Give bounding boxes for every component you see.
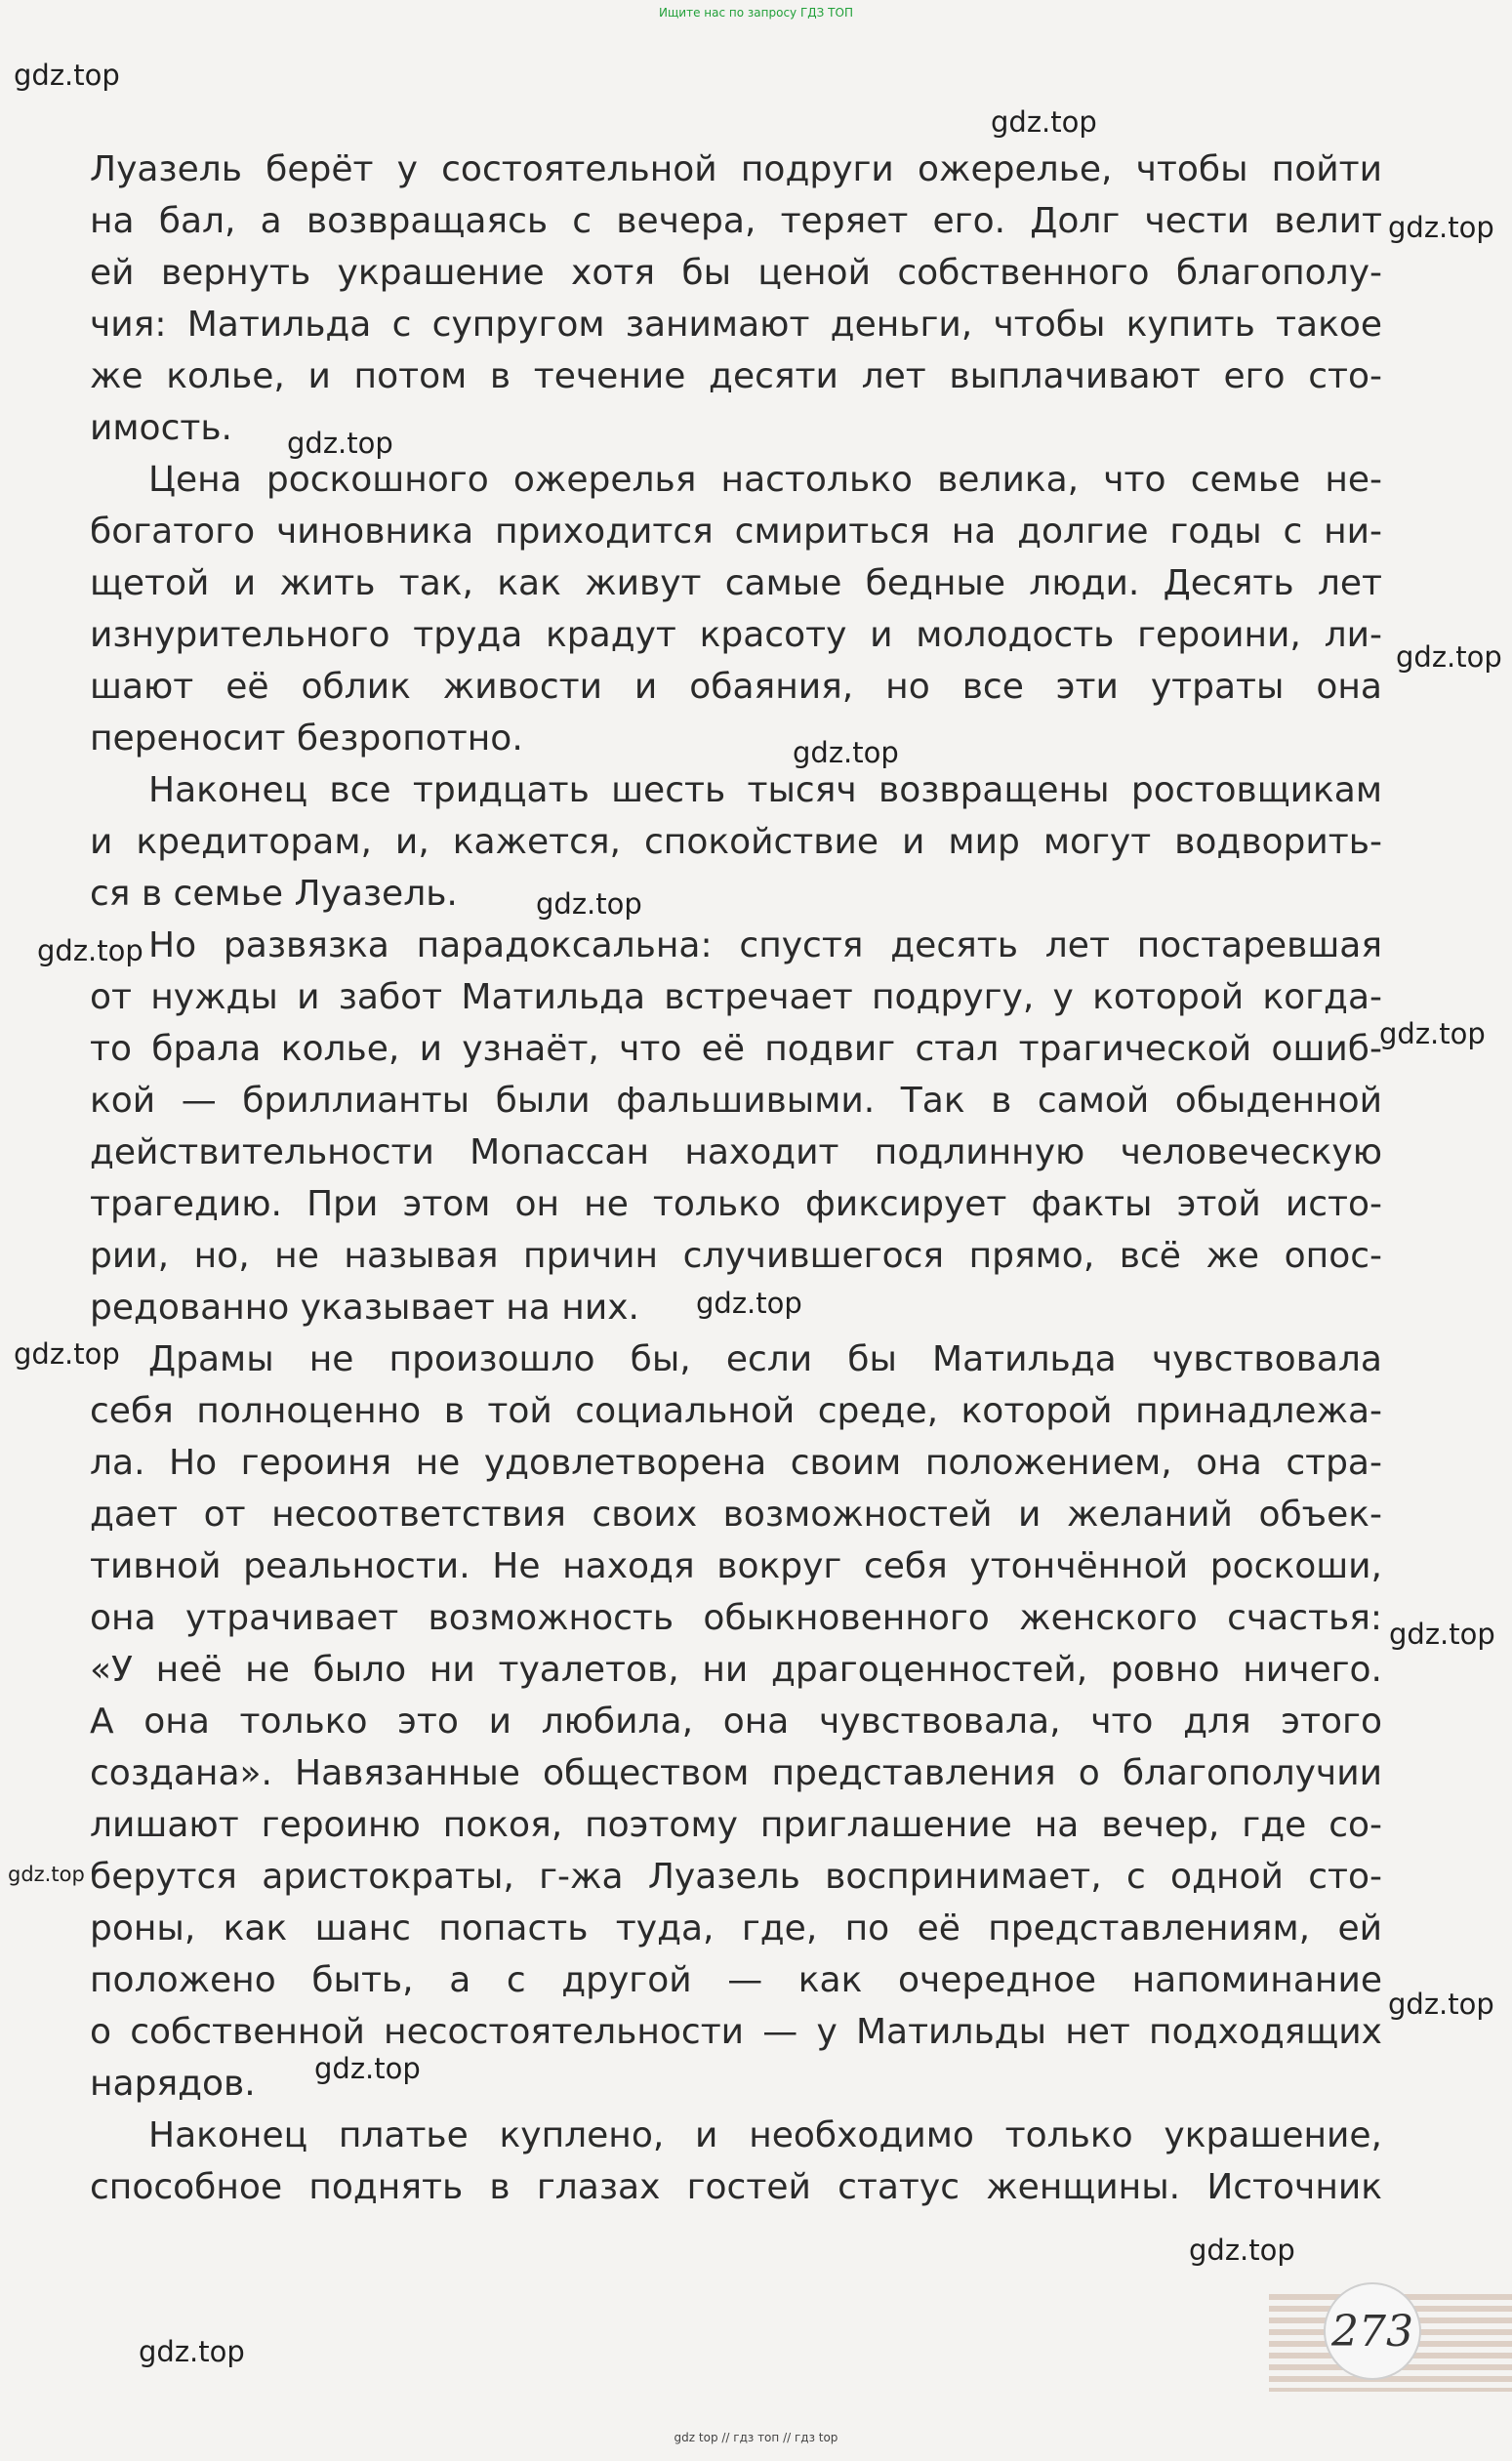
watermark: gdz.top: [1388, 1988, 1494, 2021]
header-note: Ищите нас по запросу ГДЗ ТОП: [659, 6, 853, 20]
text-line: создана». Навязанные обществом представления о благополучии: [90, 1753, 1382, 1793]
text-line: чия: Матильда с супругом занимают деньги, чтобы купить такое: [90, 305, 1382, 345]
text-line: Луазель берёт у состоятельной подруги ожерелье, чтобы пойти: [90, 149, 1382, 189]
watermark: gdz.top: [696, 1287, 802, 1320]
text-line: способное поднять в глазах гостей статус женщины. Источник: [90, 2167, 1382, 2207]
text-line: ла. Но героиня не удовлетворена своим положением, она стра-: [90, 1443, 1382, 1483]
text-line: и кредиторам, и, кажется, спокойствие и мир могут водворить-: [90, 822, 1382, 862]
text-line: тивной реальности. Не находя вокруг себя утончённой роскоши,: [90, 1546, 1382, 1586]
text-line: роны, как шанс попасть туда, где, по её представлениям, ей: [90, 1908, 1382, 1948]
text-line: изнурительного труда крадут красоту и молодость героини, ли-: [90, 615, 1382, 655]
text-line: кой — бриллианты были фальшивыми. Так в самой обыденной: [90, 1081, 1382, 1121]
watermark: gdz.top: [14, 1337, 120, 1371]
text-line: Наконец платье куплено, и необходимо только украшение,: [148, 2115, 1382, 2155]
watermark: gdz.top: [1379, 1017, 1486, 1050]
watermark: gdz.top: [14, 59, 120, 92]
watermark: gdz.top: [991, 105, 1097, 139]
text-line: Наконец все тридцать шесть тысяч возвращены ростовщикам: [148, 770, 1382, 810]
text-line: берутся аристократы, г-жа Луазель воспринимает, с одной сто-: [90, 1857, 1382, 1897]
text-line: Драмы не произошло бы, если бы Матильда чувствовала: [148, 1339, 1382, 1379]
text-line: Цена роскошного ожерелья настолько велика, что семье не-: [148, 460, 1382, 500]
text-line: ся в семье Луазель.: [90, 874, 458, 914]
text-line: рии, но, не называя причин случившегося прямо, всё же опос-: [90, 1236, 1382, 1276]
text-line: то брала колье, и узнаёт, что её подвиг стал трагической ошиб-: [90, 1029, 1382, 1069]
text-line: трагедию. При этом он не только фиксирует факты этой исто-: [90, 1184, 1382, 1224]
watermark: gdz.top: [287, 427, 393, 460]
text-line: она утрачивает возможность обыкновенного женского счастья:: [90, 1598, 1382, 1638]
text-line: шают её облик живости и обаяния, но все эти утраты она: [90, 667, 1382, 707]
text-line: Но развязка парадоксальна: спустя десять лет постаревшая: [148, 925, 1382, 965]
watermark: gdz.top: [1388, 211, 1494, 244]
text-line: на бал, а возвращаясь с вечера, теряет его. Долг чести велит: [90, 201, 1382, 241]
text-line: о собственной несостоятельности — у Матильды нет подходящих: [90, 2012, 1382, 2052]
text-line: положено быть, а с другой — как очередное напоминание: [90, 1960, 1382, 2000]
watermark: gdz.top: [1396, 640, 1502, 674]
text-line: действительности Мопассан находит подлинную человеческую: [90, 1132, 1382, 1172]
watermark: gdz.top: [314, 2052, 421, 2085]
text-line: «У неё не было ни туалетов, ни драгоценностей, ровно ничего.: [90, 1650, 1382, 1690]
watermark: gdz.top: [1389, 1618, 1495, 1651]
text-line: от нужды и забот Матильда встречает подругу, у которой когда-: [90, 977, 1382, 1017]
body-text: [90, 144, 1382, 2213]
watermark: gdz.top: [8, 1863, 85, 1886]
text-line: богатого чиновника приходится смириться на долгие годы с ни-: [90, 512, 1382, 552]
text-line: нарядов.: [90, 2064, 256, 2104]
text-line: ей вернуть украшение хотя бы ценой собственного благополу-: [90, 253, 1382, 293]
footer-note: gdz top // гдз топ // гдз top: [674, 2431, 838, 2444]
page-number-area: [1269, 2275, 1512, 2411]
text-line: себя полноценно в той социальной среде, которой принадлежа-: [90, 1391, 1382, 1431]
text-line: А она только это и любила, она чувствовала, что для этого: [90, 1702, 1382, 1742]
text-line: щетой и жить так, как живут самые бедные люди. Десять лет: [90, 563, 1382, 603]
text-line: редованно указывает на них.: [90, 1288, 639, 1328]
text-line: лишают героиню покоя, поэтому приглашение на вечер, где со-: [90, 1805, 1382, 1845]
text-line: имость.: [90, 408, 233, 448]
watermark: gdz.top: [536, 887, 642, 921]
watermark: gdz.top: [37, 934, 143, 967]
text-line: же колье, и потом в течение десяти лет выплачивают его сто-: [90, 356, 1382, 396]
text-line: переносит безропотно.: [90, 718, 523, 759]
text-line: дает от несоответствия своих возможностей и желаний объек-: [90, 1495, 1382, 1535]
watermark: gdz.top: [139, 2335, 245, 2368]
page-number: 273: [1324, 2282, 1421, 2380]
watermark: gdz.top: [1189, 2234, 1295, 2267]
watermark: gdz.top: [793, 736, 899, 769]
